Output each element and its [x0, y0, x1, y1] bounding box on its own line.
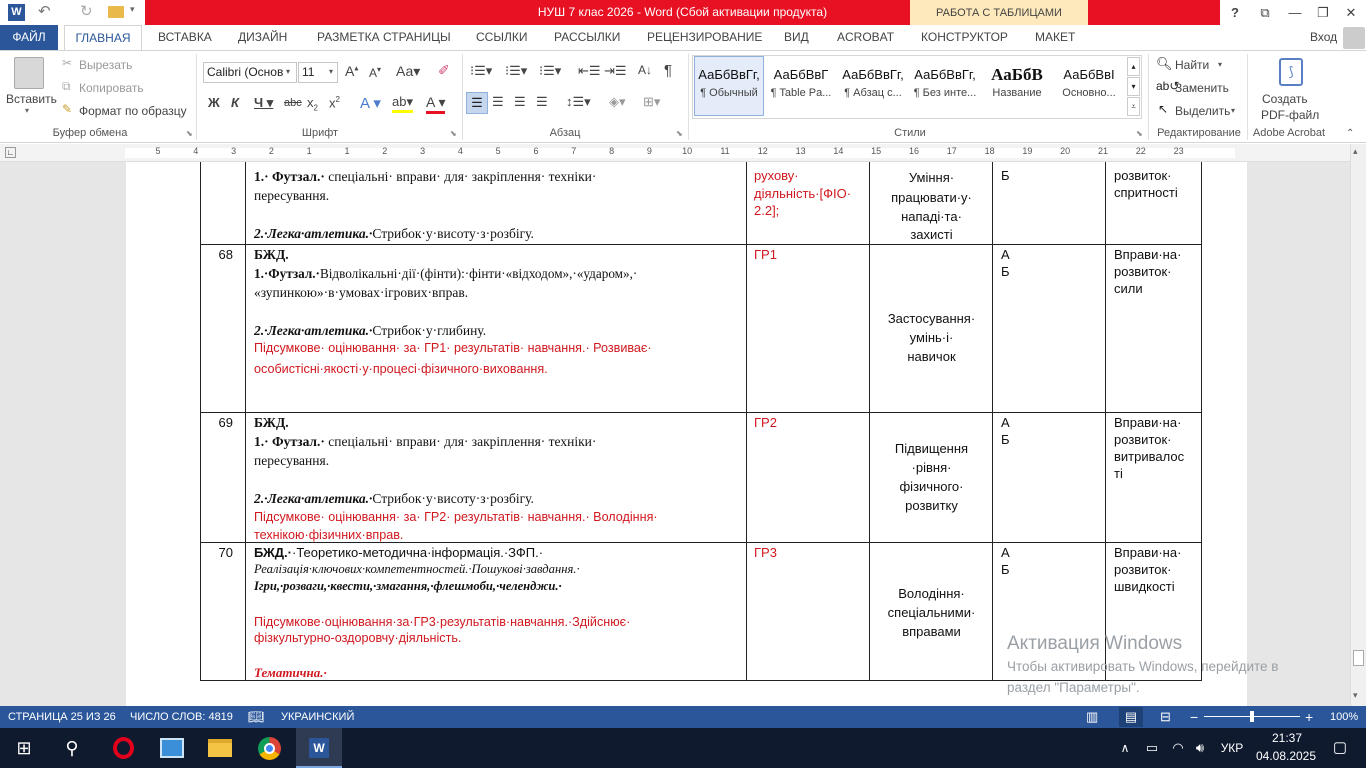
cell-text: особистісні·якості·у·процесі·фізичного·виховання.	[254, 362, 548, 376]
tab-review[interactable]: РЕЦЕНЗИРОВАНИЕ	[647, 30, 763, 44]
bold-italic-text: 2.·Легка·атлетика.·	[254, 323, 373, 338]
font-launcher-icon[interactable]: ⬊	[450, 129, 457, 138]
word-count[interactable]: ЧИСЛО СЛОВ: 4819	[130, 711, 233, 723]
borders-icon[interactable]: ⊞▾	[643, 94, 661, 109]
ruler-number: 21	[1097, 146, 1108, 156]
ruler-number: 2	[382, 146, 388, 156]
ruler-number: 6	[533, 146, 539, 156]
vertical-scrollbar[interactable]	[1350, 144, 1366, 706]
cell-text: розвиток·	[1114, 264, 1172, 279]
align-right-icon[interactable]: ☰	[514, 94, 526, 109]
cell-text: БЖД.	[254, 247, 289, 262]
style-list-paragraph[interactable]	[838, 56, 908, 116]
table-cell[interactable]	[201, 162, 246, 245]
scroll-up-icon[interactable]: ▴	[1353, 146, 1358, 156]
restore-icon[interactable]: ❐	[1317, 5, 1329, 20]
cell-text: Підсумкове·оцінювання·за·ГР3·результатів·навчання.·Здійснює·	[254, 615, 631, 629]
style-sample: АаБбВвГг,	[842, 67, 904, 82]
style-main[interactable]	[1054, 56, 1124, 116]
separator	[1148, 54, 1149, 140]
table-cell[interactable]	[993, 413, 1106, 543]
ruler-number: 5	[155, 146, 161, 156]
open-folder-icon[interactable]	[108, 6, 124, 18]
chevron-down-icon[interactable]: ▾	[1231, 106, 1236, 115]
opera-icon[interactable]	[113, 737, 134, 759]
volume-icon[interactable]: 🔊︎	[1195, 740, 1205, 755]
tab-table-layout[interactable]: МАКЕТ	[1035, 30, 1076, 44]
style-name: ¶ Table Pa...	[770, 87, 832, 99]
cell-text: ГР2	[754, 415, 777, 430]
language-indicator[interactable]: УКРАИНСКИЙ	[281, 711, 355, 723]
show-hidden-icons[interactable]: ∧	[1120, 741, 1130, 755]
bold-italic-text: 2.·Легка·атлетика.·	[254, 226, 373, 241]
cell-text: А	[1001, 415, 1010, 430]
shading-icon[interactable]: ◈▾	[609, 94, 626, 109]
cell-text: Б	[1001, 432, 1010, 447]
activation-watermark	[1007, 632, 1278, 698]
ruler-number: 1	[306, 146, 312, 156]
collapse-ribbon-icon[interactable]: ⌃	[1346, 128, 1355, 139]
control-panel-icon[interactable]	[160, 738, 184, 758]
cell-text: Підвищення	[894, 441, 969, 456]
document-title: НУШ 7 клас 2026 - Word (Сбой активации продукта)	[537, 5, 828, 19]
chevron-down-icon[interactable]: ▾	[329, 67, 334, 76]
watermark-line1: Чтобы активировать Windows, перейдите в	[1007, 659, 1279, 674]
row-number: 70	[218, 545, 233, 560]
show-marks-icon[interactable]: ¶	[664, 62, 673, 79]
cell-text: Б	[1001, 168, 1010, 183]
cell-text: пересування.	[254, 453, 330, 468]
replace-button[interactable]: Заменить	[1175, 81, 1229, 95]
align-center-icon[interactable]: ☰	[492, 94, 504, 109]
text: Стрибок·у·висоту·з·розбігу.	[372, 226, 534, 241]
tab-selector-icon[interactable]: ∟	[6, 148, 15, 157]
input-language[interactable]: УКР	[1220, 741, 1244, 755]
cell-text	[254, 167, 744, 186]
undo-icon[interactable]: ↶	[38, 3, 51, 20]
zoom-slider-thumb[interactable]	[1250, 711, 1254, 722]
cell-text: Підсумкове· оцінювання· за· ГР1· результатів· навчання.· Розвиває·	[254, 341, 652, 355]
cell-text: Тематична.·	[254, 665, 327, 680]
ruler-number: 17	[946, 146, 957, 156]
watermark-line2: раздел "Параметры".	[1007, 680, 1140, 695]
cell-text: розвиток·	[1114, 168, 1172, 183]
page-count[interactable]: СТРАНИЦА 25 ИЗ 26	[8, 711, 116, 723]
cell-text: діяльність·[ФІО·	[754, 186, 852, 201]
ruler-number: 15	[871, 146, 882, 156]
cell-text: сили	[1114, 281, 1143, 296]
bold-text: 1.· Футзал.·	[254, 169, 325, 184]
ruler-number: 23	[1173, 146, 1184, 156]
cell-text: ГР3	[754, 545, 777, 560]
cell-text: розвитку	[905, 498, 958, 513]
ruler-number: 1	[344, 146, 350, 156]
copy-button[interactable]: Копировать	[79, 81, 144, 95]
chevron-down-icon[interactable]: ▾	[286, 67, 291, 76]
font-size-select[interactable]: 11	[298, 62, 338, 83]
style-sample: АаБбВвГ	[773, 67, 829, 82]
tab-acrobat[interactable]: ACROBAT	[837, 30, 895, 44]
cell-text: «зупинкою»·в·умовах·ігрових·вправ.	[254, 285, 469, 300]
table-tools-label: РАБОТА С ТАБЛИЦАМИ	[910, 0, 1088, 27]
cell-text: захисті	[910, 227, 953, 242]
tab-insert[interactable]: ВСТАВКА	[158, 30, 212, 44]
copy-icon[interactable]: ⧉	[62, 79, 71, 93]
cell-text: навичок	[907, 349, 956, 364]
ruler-number: 9	[646, 146, 652, 156]
cell-text: ГР1	[754, 247, 777, 262]
cell-text: пересування.	[254, 188, 330, 203]
paragraph-launcher-icon[interactable]: ⬊	[676, 129, 683, 138]
word-taskbar-icon: W	[309, 738, 329, 758]
cell-text: спритності	[1114, 185, 1178, 200]
bold-text: 1.· Футзал.·	[254, 434, 325, 449]
style-sample: АаБбВвГг,	[914, 67, 976, 82]
ruler-number: 10	[682, 146, 693, 156]
cell-text: Реалізація·ключових·компетентностей.·Пошукові·завдання.·	[254, 562, 580, 576]
clipboard-launcher-icon[interactable]: ⬊	[186, 129, 193, 138]
line-spacing-icon[interactable]: ↕☰▾	[566, 94, 591, 109]
format-painter-icon[interactable]: ✎	[62, 102, 73, 116]
strikethrough-icon[interactable]: abc	[284, 97, 302, 109]
font-name-select[interactable]: Calibri (Основ	[203, 62, 297, 83]
cell-text: Б	[1001, 562, 1010, 577]
ruler-number: 22	[1135, 146, 1146, 156]
table-cell[interactable]	[201, 413, 246, 543]
align-left-icon[interactable]: ☰	[466, 92, 488, 114]
text: Відволікальні·дії·(фінти):·фінти·«відходом»,·«ударом»,·	[319, 266, 638, 281]
clipboard-group-label: Буфер обмена	[52, 127, 128, 139]
style-name: ¶ Обычный	[700, 87, 758, 99]
scroll-down-icon[interactable]: ▾	[1353, 690, 1358, 700]
cut-icon[interactable]: ✂	[62, 56, 73, 70]
cell-text: А	[1001, 247, 1010, 262]
text: Стрибок·у·глибину.	[372, 323, 487, 338]
bullets-icon[interactable]: ⁝☰▾	[470, 63, 493, 78]
cell-text: швидкості	[1114, 579, 1175, 594]
select-button[interactable]: Выделить	[1175, 104, 1231, 118]
cell-text: Вправи·на·	[1114, 545, 1182, 560]
tab-constructor[interactable]: КОНСТРУКТОР	[921, 30, 1008, 44]
ruler-number: 19	[1022, 146, 1033, 156]
proofing-icon[interactable]: 📖︎	[248, 709, 265, 724]
cell-text: технікою·фізичних·вправ.	[254, 528, 404, 542]
tab-layout[interactable]: РАЗМЕТКА СТРАНИЦЫ	[317, 30, 451, 44]
cell-text: умінь·і·	[909, 330, 954, 345]
cell-text: нападі·та·	[901, 209, 962, 224]
table-cell[interactable]	[201, 245, 246, 413]
style-name: ¶ Абзац с...	[844, 87, 902, 99]
subscript-icon[interactable]: $x_2$	[307, 95, 318, 113]
justify-icon[interactable]: ☰	[536, 94, 548, 109]
cell-text	[254, 544, 543, 561]
style-title[interactable]	[982, 56, 1052, 116]
tab-file[interactable]: ФАЙЛ	[0, 25, 58, 50]
cell-text: Ігри,·розваги,·квести,·змагання,·флешмоби,·челенджи.·	[254, 579, 562, 593]
clock-time[interactable]: 21:37	[1271, 731, 1303, 745]
tab-view[interactable]: ВИД	[784, 30, 809, 44]
text-effects-icon[interactable]: A ▾	[360, 95, 381, 112]
cell-text: ·рівня·	[911, 460, 952, 475]
clear-formatting-icon[interactable]: ✐	[438, 62, 450, 78]
cell-text: спеціальними·	[887, 605, 976, 620]
cell-text	[254, 264, 744, 283]
network-icon[interactable]: ◠	[1172, 740, 1184, 755]
superscript-icon[interactable]: $x^2$	[329, 95, 340, 111]
cell-text: вправами	[902, 624, 961, 639]
editing-group-label: Редактирование	[1157, 127, 1241, 139]
paste-dropdown-icon[interactable]: ▾	[25, 106, 30, 115]
select-icon[interactable]: ↖	[1158, 102, 1169, 116]
styles-more-icon[interactable]: ⩡	[1127, 97, 1140, 116]
ruler-number: 13	[795, 146, 806, 156]
zoom-level[interactable]: 100%	[1330, 711, 1359, 723]
increase-indent-icon[interactable]: ⇥☰	[604, 63, 627, 78]
find-button[interactable]: Найти	[1175, 58, 1210, 72]
text: спеціальні· вправи· для· закріплення· техніки·	[328, 434, 597, 449]
highlight-icon[interactable]: ab▾	[392, 94, 413, 113]
cell-text: розвиток·	[1114, 562, 1172, 577]
word-taskbar-button[interactable]	[296, 728, 342, 768]
font-group-label: Шрифт	[301, 127, 339, 139]
style-name: Название	[992, 87, 1042, 99]
cell-text: А	[1001, 545, 1010, 560]
underline-icon[interactable]: Ч ▾	[254, 95, 274, 110]
paste-button[interactable]: Вставить	[6, 92, 57, 106]
paste-icon[interactable]	[14, 57, 44, 89]
cell-text: Вправи·на·	[1114, 247, 1182, 262]
decrease-indent-icon[interactable]: ⇤☰	[578, 63, 601, 78]
style-name: ¶ Без инте...	[913, 87, 977, 99]
change-case-icon[interactable]: Аа▾	[396, 63, 421, 79]
grow-font-icon[interactable]: A▴	[345, 63, 359, 79]
ruler-number: 12	[757, 146, 768, 156]
create-pdf-icon[interactable]: ⟆	[1279, 58, 1303, 86]
user-avatar[interactable]	[1343, 27, 1365, 49]
search-icon[interactable]: ⚲	[65, 738, 79, 758]
cell-text: БЖД.	[254, 415, 289, 430]
zoom-out-icon[interactable]: −	[1190, 709, 1199, 725]
start-icon[interactable]: ⊞	[16, 738, 32, 758]
multilevel-list-icon[interactable]: ⁝☰▾	[539, 63, 562, 78]
cell-text: витривалос	[1114, 449, 1185, 464]
cell-text: Підсумкове· оцінювання· за· ГР2· результатів· навчання.· Володіння·	[254, 510, 658, 524]
ruler-number: 16	[908, 146, 919, 156]
redo-icon[interactable]: ↻	[80, 3, 93, 20]
table-cell[interactable]	[993, 162, 1106, 245]
minimize-icon[interactable]: —	[1288, 5, 1302, 20]
styles-group-label: Стили	[894, 127, 926, 139]
notifications-icon[interactable]: ▢	[1332, 739, 1348, 756]
find-icon[interactable]: 🔍︎	[1156, 56, 1173, 71]
read-mode-icon[interactable]: ▥	[1086, 709, 1099, 724]
bold-italic-text: 2.·Легка·атлетика.·	[254, 491, 373, 506]
cell-text	[254, 224, 744, 243]
tab-mailings[interactable]: РАССЫЛКИ	[554, 30, 621, 44]
sort-icon[interactable]: A↓	[638, 63, 653, 77]
table-cell[interactable]	[993, 245, 1106, 413]
ruler-number: 14	[833, 146, 844, 156]
numbering-icon[interactable]: ⁝☰▾	[505, 63, 528, 78]
format-painter-button[interactable]: Формат по образцу	[79, 104, 187, 118]
print-layout-icon[interactable]: ▤	[1119, 707, 1143, 727]
create-pdf-button[interactable]: Создать	[1262, 92, 1308, 106]
row-number: 68	[218, 247, 233, 262]
bold-icon[interactable]: Ж	[208, 95, 220, 110]
watermark-title: Активация Windows	[1007, 633, 1183, 654]
cell-text: Уміння·	[908, 170, 955, 185]
ruler-number: 11	[720, 146, 730, 156]
ruler-number: 18	[984, 146, 995, 156]
ruler-number: 4	[457, 146, 463, 156]
sign-in-link[interactable]: Вход	[1310, 30, 1338, 44]
paragraph-group-label: Абзац	[549, 127, 581, 139]
cell-text: Б	[1001, 264, 1010, 279]
styles-scroll-down-icon[interactable]: ▾	[1127, 77, 1140, 96]
cut-button[interactable]: Вырезать	[79, 58, 133, 72]
cell-text: Вправи·на·	[1114, 415, 1182, 430]
file-explorer-icon[interactable]	[208, 739, 232, 757]
style-sample: АаБбВ	[991, 65, 1043, 84]
row-number: 69	[218, 415, 233, 430]
ruler-number: 3	[420, 146, 426, 156]
ruler-number: 20	[1060, 146, 1071, 156]
shrink-font-icon[interactable]: A▾	[369, 65, 382, 80]
cell-text: Застосування·	[887, 311, 976, 326]
table-cell[interactable]	[747, 245, 870, 413]
scroll-thumb[interactable]	[1353, 650, 1364, 666]
zoom-in-icon[interactable]: +	[1305, 709, 1314, 725]
close-icon[interactable]: ✕	[1345, 5, 1357, 20]
style-table-paragraph[interactable]	[766, 56, 836, 116]
table-cell[interactable]	[747, 413, 870, 543]
clock-date[interactable]: 04.08.2025	[1255, 749, 1317, 763]
chrome-center	[264, 743, 275, 754]
tab-home[interactable]: ГЛАВНАЯ	[64, 25, 142, 50]
style-sample: АаБбВвI	[1063, 67, 1115, 82]
cell-text: рухову·	[754, 168, 799, 183]
chevron-down-icon[interactable]: ▾	[1218, 60, 1223, 69]
text: Стрибок·у·висоту·з·розбігу.	[372, 491, 534, 506]
styles-launcher-icon[interactable]: ⬊	[1136, 129, 1143, 138]
cell-text: розвиток·	[1114, 432, 1172, 447]
bold-text: 1.·Футзал.·	[254, 266, 320, 281]
qat-customize-icon[interactable]: ▾	[130, 4, 135, 14]
bold-text: БЖД.·	[254, 545, 292, 560]
separator	[196, 54, 197, 140]
replace-icon[interactable]: ab↺	[1156, 79, 1180, 93]
cell-text: 2.2];	[754, 203, 780, 218]
web-layout-icon[interactable]: ⊟	[1160, 709, 1171, 724]
style-no-spacing[interactable]	[910, 56, 980, 116]
styles-scroll-up-icon[interactable]: ▴	[1127, 57, 1140, 76]
cell-text: фізичного·	[899, 479, 964, 494]
word-app-icon[interactable]: W	[8, 4, 25, 21]
create-pdf-button-line2[interactable]: PDF-файл	[1261, 108, 1320, 122]
chrome-icon[interactable]	[258, 737, 281, 760]
italic-icon[interactable]: К	[231, 95, 239, 110]
style-sample: АаБбВвГг,	[698, 67, 760, 82]
ruler-number: 5	[495, 146, 501, 156]
style-normal[interactable]	[694, 56, 764, 116]
text: ·Теоретико-методична·інформація.·ЗФП.·	[291, 545, 544, 560]
cell-text: фізкультурно-оздоровчу·діяльність.	[254, 631, 462, 645]
tab-references[interactable]: ССЫЛКИ	[476, 30, 528, 44]
cell-text: Володіння·	[898, 586, 965, 601]
font-color-icon[interactable]: A ▾	[426, 94, 445, 114]
help-button[interactable]: ?	[1231, 5, 1239, 20]
cell-text	[254, 489, 534, 508]
acrobat-group-label: Adobe Acrobat	[1252, 127, 1326, 139]
ruler-number: 3	[231, 146, 237, 156]
ruler-number: 7	[571, 146, 577, 156]
ruler-number: 4	[193, 146, 199, 156]
cell-text	[254, 321, 486, 340]
tab-design[interactable]: ДИЗАЙН	[238, 30, 288, 44]
ruler-number: 2	[268, 146, 274, 156]
table-cell[interactable]	[747, 543, 870, 681]
cell-text	[254, 432, 744, 451]
cell-text: працювати·у·	[891, 190, 972, 205]
cell-text: ті	[1114, 466, 1123, 481]
text: спеціальні· вправи· для· закріплення· техніки·	[328, 169, 597, 184]
style-name: Основно...	[1062, 87, 1116, 99]
ribbon-display-icon[interactable]: ⧉	[1260, 5, 1270, 20]
ruler-number: 8	[609, 146, 615, 156]
separator	[688, 54, 689, 140]
battery-icon[interactable]: ▭	[1145, 740, 1159, 755]
table-cell[interactable]	[201, 543, 246, 681]
separator	[462, 54, 463, 140]
